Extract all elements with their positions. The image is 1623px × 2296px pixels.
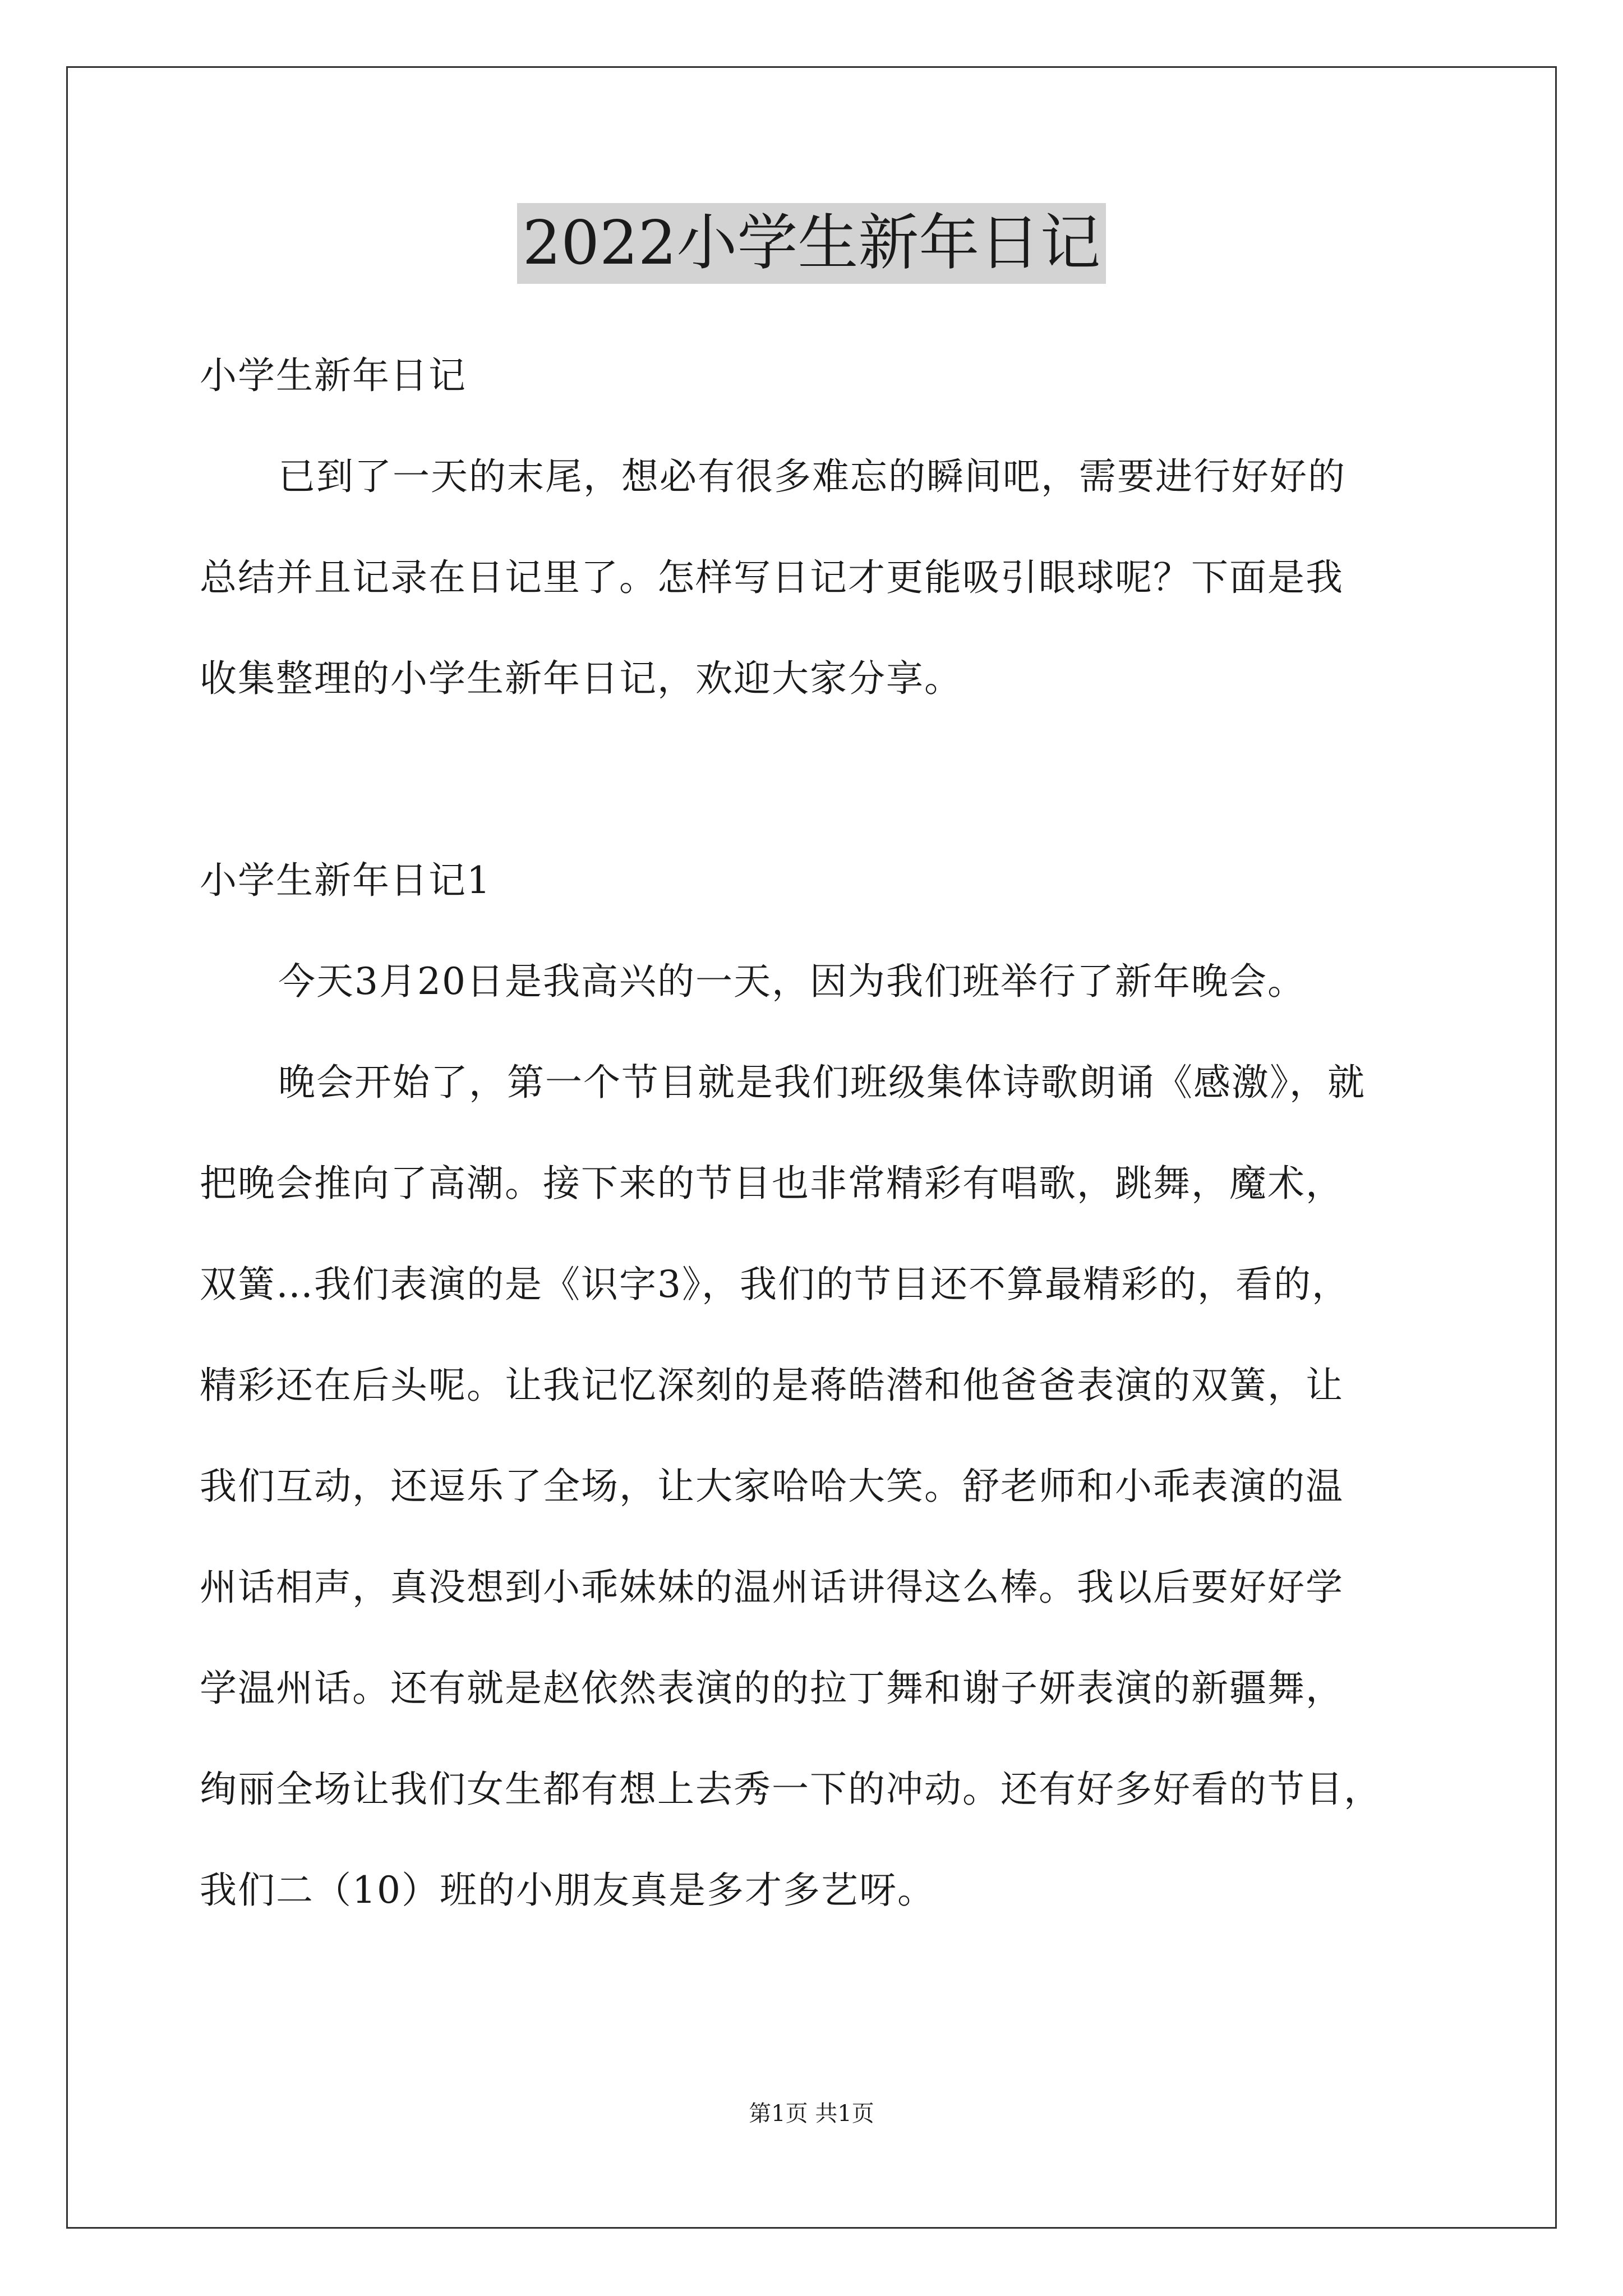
document-body	[200, 325, 1450, 1941]
paragraph-line: 我们二（10）班的小朋友真是多才多艺呀。	[200, 1869, 935, 1912]
section-heading: 小学生新年日记	[200, 354, 467, 397]
paragraph-line: 绚丽全场让我们女生都有想上去秀一下的冲动。还有好多好看的节目，	[200, 1768, 1382, 1811]
section-heading: 小学生新年日记1	[200, 859, 491, 902]
paragraph-line: 已到了一天的末尾，想必有很多难忘的瞬间吧，需要进行好好的	[278, 455, 1346, 498]
paragraph-line: 晚会开始了，第一个节目就是我们班级集体诗歌朗诵《感激》，就	[278, 1061, 1366, 1104]
paragraph-line: 今天3月20日是我高兴的一天，因为我们班举行了新年晚会。	[278, 960, 1306, 1003]
paragraph-line: 我们互动，还逗乐了全场，让大家哈哈大笑。舒老师和小乖表演的温	[200, 1465, 1344, 1508]
document-title: 2022小学生新年日记	[517, 203, 1106, 284]
paragraph-line: 双簧…我们表演的是《识字3》，我们的节目还不算最精彩的，看的，	[200, 1263, 1350, 1306]
paragraph-line: 把晚会推向了高潮。接下来的节目也非常精彩有唱歌，跳舞，魔术，	[200, 1162, 1344, 1205]
paragraph-line: 学温州话。还有就是赵依然表演的的拉丁舞和谢子妍表演的新疆舞，	[200, 1667, 1344, 1710]
paragraph-line: 精彩还在后头呢。让我记忆深刻的是蒋皓潜和他爸爸表演的双簧，让	[200, 1364, 1344, 1407]
paragraph-line: 州话相声，真没想到小乖妹妹的温州话讲得这么棒。我以后要好好学	[200, 1566, 1344, 1609]
blank-line	[200, 729, 1450, 830]
title-container	[0, 203, 1623, 284]
paragraph-line: 收集整理的小学生新年日记，欢迎大家分享。	[200, 657, 962, 700]
page-footer: 第1页 共1页	[749, 2101, 874, 2127]
paragraph-line: 总结并且记录在日记里了。怎样写日记才更能吸引眼球呢？下面是我	[200, 556, 1344, 599]
